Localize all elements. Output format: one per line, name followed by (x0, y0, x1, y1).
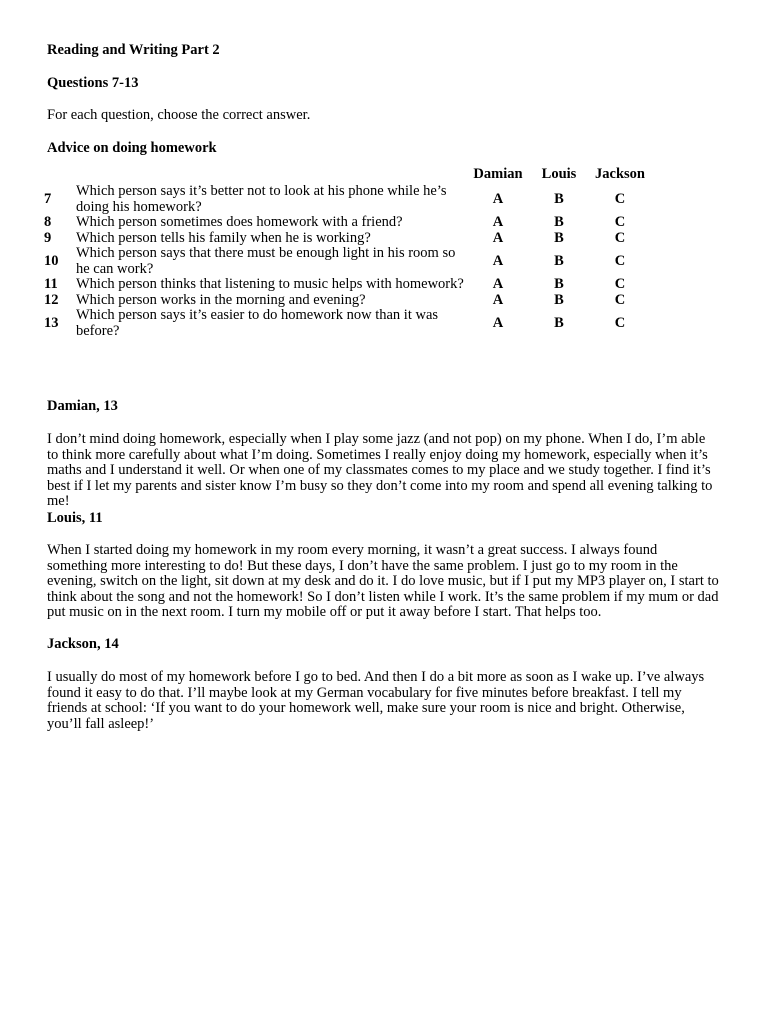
option-c[interactable]: C (614, 291, 626, 308)
option-a[interactable]: A (492, 314, 504, 331)
person-text-damian: I don’t mind doing homework, especially when I play some jazz (and not pop) on my phone. When I do, I’m able to think more carefully about what I’m doing. Sometimes I really enjoy doing my homework, especially when it’s maths and I understand it well. Or when one of my classmates comes to my place and we study together. I find it’s best if I let my parents and sister know I’m busy so they don’t come into my room and spend all evening talking to me! (47, 431, 713, 509)
option-b[interactable]: B (554, 229, 564, 246)
option-c[interactable]: C (614, 190, 626, 207)
option-a[interactable]: A (492, 276, 504, 292)
question-text: Which person sometimes does homework with a friend? (76, 214, 403, 230)
option-b[interactable]: B (554, 314, 564, 331)
question-number: 11 (44, 276, 58, 292)
table-row (44, 184, 651, 215)
person-text-jackson: I usually do most of my homework before I go to bed. And then I do a bit more as soon as I wake up. I’ve always found it easy to do that. I’ll maybe look at my German vocabulary for five minutes before breakfast. I tell my friends at school: ‘If you want to do your homework well, make sure your room is nice and bright. Otherwise, you’ll fall asleep!’ (47, 669, 705, 732)
question-number: 8 (44, 214, 52, 230)
person-name-damian: Damian, 13 (47, 398, 118, 414)
questions-range: Questions 7-13 (47, 75, 139, 91)
option-c[interactable]: C (614, 229, 626, 246)
question-number: 9 (44, 229, 52, 246)
question-text: Which person says it’s better not to look at his phone while he’s doing his homework? (76, 183, 447, 215)
person-name-louis: Louis, 11 (47, 510, 103, 526)
question-text: Which person thinks that listening to music helps with homework? (76, 276, 464, 292)
instruction-text: For each question, choose the correct answer. (47, 107, 311, 123)
option-c[interactable]: C (614, 276, 626, 292)
part-title: Reading and Writing Part 2 (47, 42, 220, 58)
option-a[interactable]: A (492, 252, 504, 269)
table-header-row (44, 166, 651, 184)
table-row (44, 293, 651, 309)
question-text: Which person works in the morning and evening? (76, 291, 366, 308)
person-text-louis: When I started doing my homework in my room every morning, it wasn’t a great success. I always found something more interesting to do! But these days, I don’t have the same problem. I just go to my room in the evening, switch on the light, sit down at my desk and do it. I do love music, but if I put my MP3 player on, I start to think about the song and not the homework! So I don’t listen while I work. It’s the same problem if my mum or dad put music on in the next room. I turn my mobile off or put it away before I start. That helps too. (47, 542, 719, 620)
questions-table (44, 166, 651, 339)
table-row (44, 308, 651, 339)
question-number: 12 (44, 291, 59, 308)
column-header-louis: Louis (541, 166, 577, 183)
option-b[interactable]: B (554, 276, 564, 292)
question-number: 13 (44, 314, 59, 331)
option-a[interactable]: A (492, 214, 504, 230)
option-c[interactable]: C (614, 214, 626, 230)
option-a[interactable]: A (492, 190, 504, 207)
table-row (44, 231, 651, 247)
option-b[interactable]: B (554, 214, 564, 230)
person-name-jackson: Jackson, 14 (47, 636, 119, 652)
option-c[interactable]: C (614, 252, 626, 269)
column-header-damian: Damian (473, 166, 523, 183)
option-c[interactable]: C (614, 314, 626, 331)
section-title: Advice on doing homework (47, 140, 217, 156)
option-b[interactable]: B (554, 291, 564, 308)
question-number: 7 (44, 190, 52, 207)
question-text: Which person says it’s easier to do homework now than it was before? (76, 307, 439, 339)
question-number: 10 (44, 252, 59, 269)
option-a[interactable]: A (492, 291, 504, 308)
table-row (44, 246, 651, 277)
question-text: Which person tells his family when he is working? (76, 229, 371, 246)
option-b[interactable]: B (554, 190, 564, 207)
column-header-jackson: Jackson (595, 166, 645, 183)
table-row (44, 215, 651, 231)
question-text: Which person says that there must be enough light in his room so he can work? (76, 245, 456, 277)
option-a[interactable]: A (492, 229, 504, 246)
option-b[interactable]: B (554, 252, 564, 269)
table-row (44, 277, 651, 293)
